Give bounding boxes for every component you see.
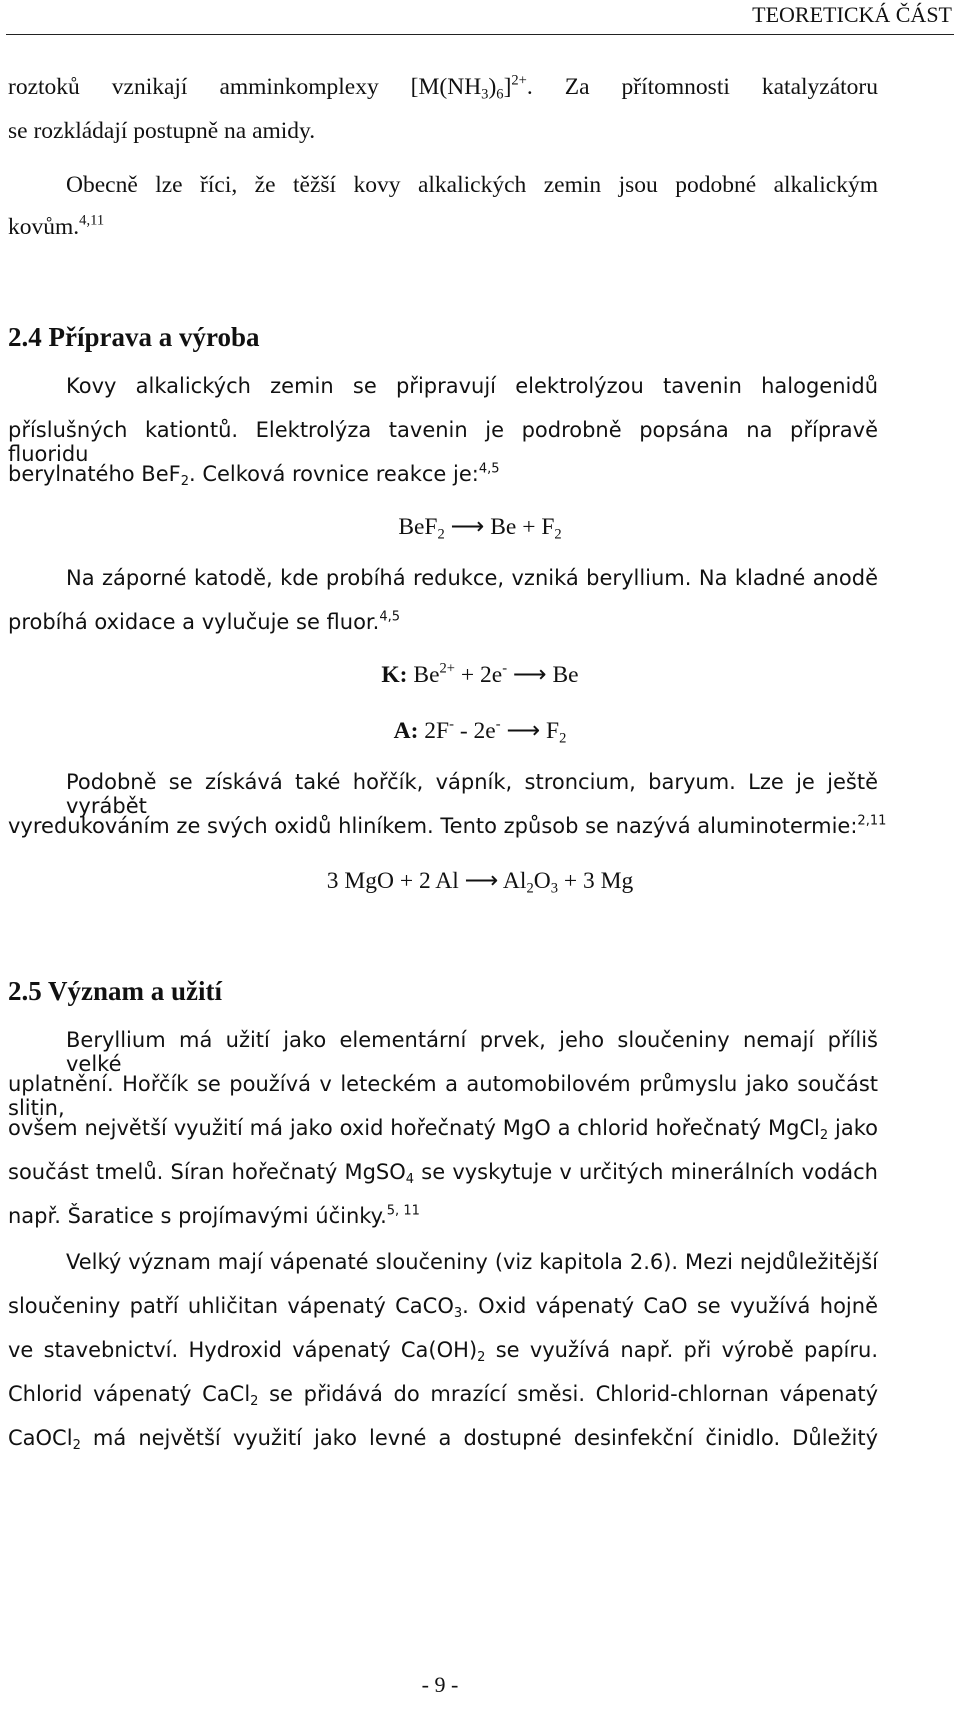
body-line: Na záporné katodě, kde probíhá redukce, vzniká beryllium. Na kladné anodě [66, 566, 878, 590]
body-line: Beryllium má užití jako elementární prvek, jeho sloučeniny nemají příliš velké [66, 1028, 878, 1076]
body-line: uplatnění. Hořčík se používá v leteckém a automobilovém průmyslu jako součást slitin, [8, 1072, 878, 1120]
equation: 3 MgO + 2 Al ⟶ $Al_2O_3 + 3$ Mg [326, 868, 634, 897]
body-line: Obecně lze říci, že těžší kovy alkalických zemin jsou podobné alkalickým [66, 172, 878, 198]
body-line: příslušných kationtů. Elektrolýza tavenin je podrobně popsána na přípravě fluoridu [8, 418, 878, 466]
body-line: součást tmelů. Síran hořečnatý MgSO$_4$ se vyskytuje v určitých minerálních vodách [8, 1160, 878, 1187]
body-line: se rozkládají postupně na amidy. [8, 118, 316, 144]
body-line: CaOCl$_2$ má největší využití jako levné a dostupné desinfekční činidlo. Důležitý [8, 1426, 878, 1453]
header-rule [6, 34, 954, 35]
body-line: Chlorid vápenatý CaCl$_2$ se přidává do mrazící směsi. Chlorid-chlornan vápenatý [8, 1382, 878, 1409]
section-heading: 2.4 Příprava a výroba [8, 322, 260, 352]
body-line: Velký význam mají vápenaté sloučeniny (viz kapitola 2.6). Mezi nejdůležitější [66, 1250, 878, 1274]
body-line: Podobně se získává také hořčík, vápník, stroncium, baryum. Lze je ještě vyrábět [66, 770, 878, 818]
equation-cathode: K: $Be^{2+} + 2e^-$ ⟶ Be [381, 660, 579, 688]
body-line: probíhá oxidace a vylučuje se fluor.$^{4,5}$ [8, 609, 401, 634]
equation-anode: A: 2F- - 2e- ⟶ $F_2$ [393, 716, 567, 747]
body-line: např. Šaratice s projímavými účinky.$^{5, 11}$ [8, 1203, 420, 1228]
body-line: vyredukováním ze svých oxidů hliníkem. Tento způsob se nazývá aluminotermie:$^{2,11}$ [8, 813, 887, 838]
page-number: - 9 - [421, 1672, 459, 1697]
body-line: kovům.$^{4,11}$ [8, 212, 105, 240]
body-line: ovšem největší využití má jako oxid hořečnatý MgO a chlorid hořečnatý MgCl$_2$ jako [8, 1116, 878, 1143]
body-line: berylnatého BeF$_2$. Celková rovnice reakce je:$^{4,5}$ [8, 461, 500, 489]
section-heading: 2.5 Význam a užití [8, 976, 222, 1006]
body-line: roztoků vznikají amminkomplexy $[M(NH_3)_6]^{2+}$. Za přítomnosti katalyzátoru [8, 72, 878, 103]
running-header: TEORETICKÁ ČÁST [752, 2, 952, 27]
equation: BeF$_2$ ⟶ $Be + F_2$ [398, 514, 562, 543]
body-line: sloučeniny patří uhličitan vápenatý CaCO$_3$. Oxid vápenatý CaO se využívá hojně [8, 1294, 879, 1321]
body-line: Kovy alkalických zemin se připravují elektrolýzou tavenin halogenidů [66, 374, 878, 398]
body-line: ve stavebnictví. Hydroxid vápenatý $Ca(OH)_2$ se využívá např. při výrobě papíru. [8, 1338, 878, 1365]
